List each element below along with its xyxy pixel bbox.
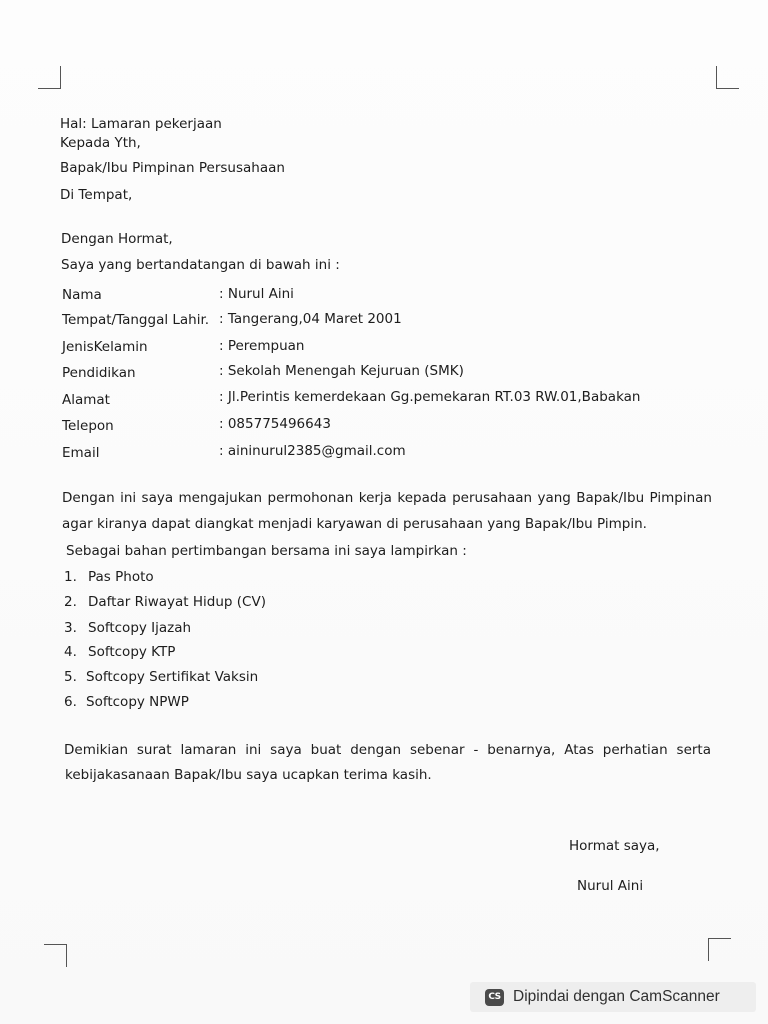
list-item: Daftar Riwayat Hidup (CV) (88, 594, 266, 610)
field-label-email: Email (62, 445, 100, 461)
body-line-2: agar kiranya dapat diangkat menjadi karyawan di perusahaan yang Bapak/Ibu Pimpin. (62, 516, 647, 532)
field-value-pendidikan: : Sekolah Menengah Kejuruan (SMK) (219, 363, 464, 379)
crop-mark-bottom-right (708, 938, 731, 961)
signature-name: Nurul Aini (577, 878, 644, 894)
list-item-number: 6. (64, 694, 77, 710)
field-value-ttl: : Tangerang,04 Maret 2001 (219, 311, 402, 327)
body-line-1: Dengan ini saya mengajukan permohonan kerja kepada perusahaan yang Bapak/Ibu Pimpinan (62, 490, 712, 506)
list-item-number: 3. (64, 620, 77, 636)
attachments-intro: Sebagai bahan pertimbangan bersama ini saya lampirkan : (66, 543, 467, 559)
field-value-jenis-kelamin: : Perempuan (219, 338, 305, 354)
recipient-line-3: Di Tempat, (60, 187, 133, 203)
list-item-number: 4. (64, 644, 77, 660)
field-label-telepon: Telepon (62, 418, 114, 434)
field-label-alamat: Alamat (62, 392, 110, 408)
camscanner-logo-icon (485, 989, 504, 1006)
closing-line-2: kebijakasanaan Bapak/Ibu saya ucapkan terima kasih. (65, 767, 432, 783)
closing-line-1: Demikian surat lamaran ini saya buat dengan sebenar - benarnya, Atas perhatian serta (64, 742, 711, 758)
field-value-email: : aininurul2385@gmail.com (219, 443, 406, 459)
list-item: Softcopy KTP (88, 644, 176, 660)
camscanner-watermark (470, 982, 756, 1012)
list-item: Softcopy NPWP (86, 694, 189, 710)
field-label-ttl: Tempat/Tanggal Lahir. (62, 312, 210, 328)
camscanner-logo-text: CS (488, 991, 501, 1002)
camscanner-watermark-text: Dipindai dengan CamScanner (513, 988, 720, 1005)
field-value-nama: : Nurul Aini (219, 286, 294, 302)
list-item: Softcopy Ijazah (88, 620, 192, 636)
intro-line: Saya yang bertandatangan di bawah ini : (61, 257, 340, 273)
recipient-line-1: Kepada Yth, (60, 135, 141, 151)
signoff: Hormat saya, (569, 838, 660, 854)
letter-subject: Hal: Lamaran pekerjaan (60, 116, 222, 132)
field-label-jenis-kelamin: JenisKelamin (62, 339, 148, 355)
body-paragraph (62, 485, 712, 511)
crop-mark-top-right (716, 66, 739, 89)
closing-paragraph (64, 737, 711, 763)
list-item-number: 1. (64, 569, 77, 585)
list-item: Softcopy Sertifikat Vaksin (86, 669, 259, 685)
crop-mark-bottom-left (44, 944, 67, 967)
field-label-nama: Nama (62, 287, 102, 303)
field-value-telepon: : 085775496643 (219, 416, 331, 432)
list-item-number: 2. (64, 594, 77, 610)
greeting: Dengan Hormat, (61, 231, 173, 247)
list-item: Pas Photo (88, 569, 154, 585)
list-item-number: 5. (64, 669, 77, 685)
field-label-pendidikan: Pendidikan (62, 365, 136, 381)
recipient-line-2: Bapak/Ibu Pimpinan Persusahaan (60, 160, 285, 176)
field-value-alamat: : Jl.Perintis kemerdekaan Gg.pemekaran RT.03 RW.01,Babakan (219, 389, 641, 405)
crop-mark-top-left (38, 66, 61, 89)
